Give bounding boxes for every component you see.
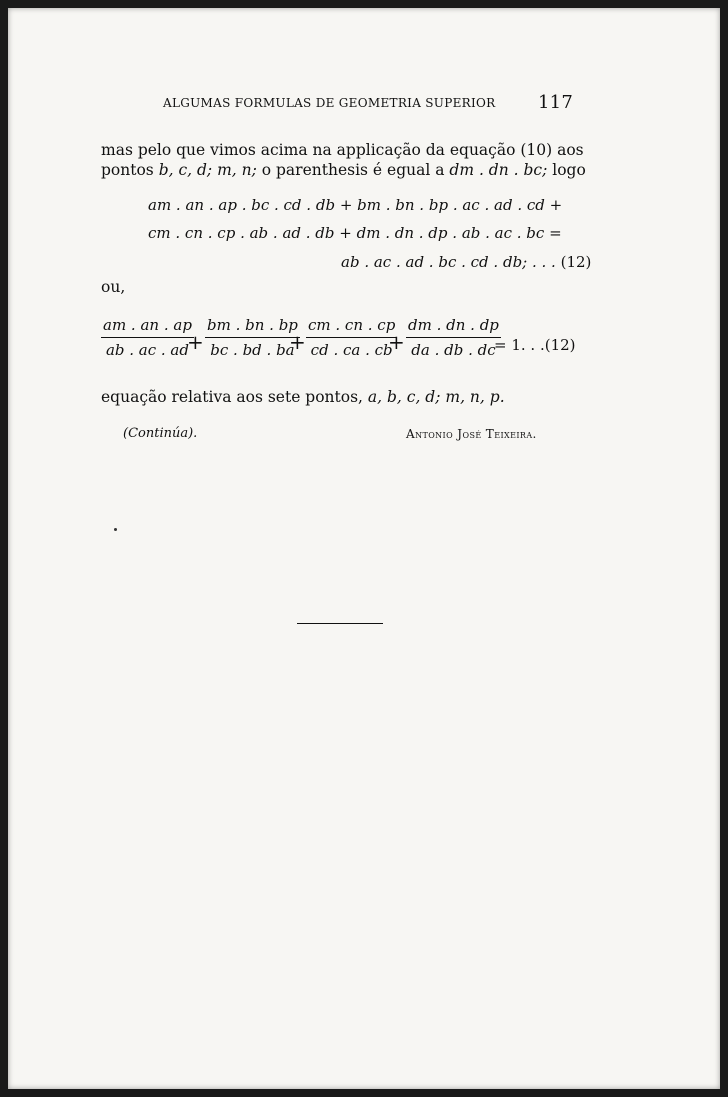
- book-page: [8, 8, 720, 1089]
- fraction-4: [406, 316, 501, 359]
- equation-result: = 1. . .(12): [494, 336, 576, 354]
- equation-line-2: cm . cn . cp . ab . ad . db + dm . dn . dp . ab . ac . bc =: [148, 224, 562, 242]
- conclusion-text: equação relativa aos sete pontos,: [101, 388, 368, 406]
- intro-text: logo: [547, 161, 586, 179]
- intro-points: b, c, d; m, n;: [158, 161, 257, 179]
- fraction-equation: [101, 316, 581, 368]
- section-rule: [297, 623, 383, 624]
- equation-line-3: [341, 253, 591, 271]
- plus-sign: +: [388, 330, 405, 354]
- intro-line-2: [101, 160, 586, 180]
- equation-number: (12): [560, 253, 592, 271]
- conclusion-points: a, b, c, d; m, n, p.: [367, 388, 505, 406]
- fraction-denominator: bc . bd . ba: [210, 341, 295, 359]
- connector-word: ou,: [101, 278, 126, 296]
- intro-line-1: mas pelo que vimos acima na applicação da equação (10) aos: [101, 141, 584, 159]
- equation-line-1: am . an . ap . bc . cd . db + bm . bn . bp . ac . ad . cd +: [148, 196, 563, 214]
- page-number: 117: [538, 92, 573, 113]
- plus-sign: +: [289, 330, 306, 354]
- fraction-numerator: am . an . ap: [101, 316, 194, 338]
- fraction-denominator: da . db . dc: [411, 341, 496, 359]
- continued-note: (Continúa).: [123, 426, 198, 441]
- fraction-denominator: ab . ac . ad: [105, 341, 189, 359]
- intro-text: o parenthesis é egual a: [256, 161, 450, 179]
- fraction-numerator: bm . bn . bp: [205, 316, 300, 338]
- running-title: ALGUMAS FORMULAS DE GEOMETRIA SUPERIOR: [163, 96, 496, 110]
- fraction-2: [205, 316, 300, 359]
- fraction-3: [306, 316, 397, 359]
- intro-paragraph: [101, 140, 586, 180]
- equation-line-3-text: ab . ac . ad . bc . cd . db; . . .: [341, 253, 556, 271]
- running-header: [163, 92, 583, 114]
- intro-product: dm . dn . bc;: [449, 161, 548, 179]
- fraction-denominator: cd . ca . cb: [310, 341, 393, 359]
- conclusion-line: [101, 388, 505, 406]
- fraction-numerator: dm . dn . dp: [406, 316, 501, 338]
- author-signature: Antonio José Teixeira.: [406, 427, 537, 441]
- plus-sign: +: [187, 330, 204, 354]
- intro-text: pontos: [101, 161, 159, 179]
- fraction-numerator: cm . cn . cp: [306, 316, 397, 338]
- print-speck: [114, 528, 117, 531]
- fraction-1: [101, 316, 194, 359]
